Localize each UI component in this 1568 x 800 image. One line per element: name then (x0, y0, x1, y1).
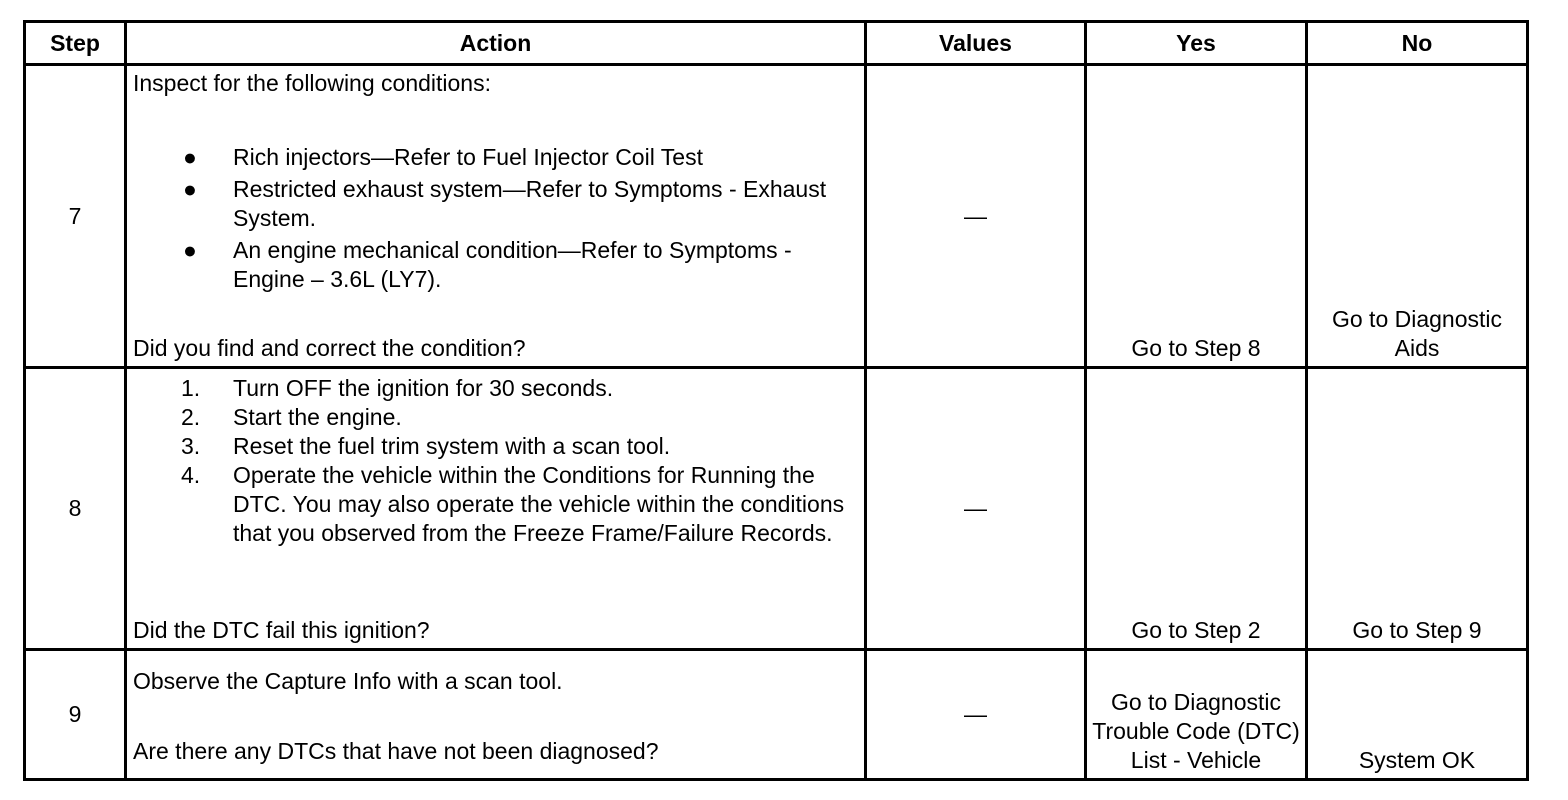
action-cell (126, 368, 866, 650)
list-item-text: An engine mechanical condition—Refer to Symptoms - Engine – 3.6L (LY7). (233, 237, 792, 292)
diagnostic-table (23, 20, 1529, 781)
table-row (25, 65, 1528, 368)
condition-list (133, 143, 858, 297)
no-cell: Go to Step 9 (1307, 368, 1528, 650)
list-item-text: Rich injectors—Refer to Fuel Injector Coil Test (233, 144, 703, 170)
list-item-text: Turn OFF the ignition for 30 seconds. (233, 375, 614, 401)
yes-cell: Go to Diagnostic Trouble Code (DTC) List - Vehicle (1086, 650, 1307, 780)
header-row (25, 22, 1528, 65)
action-cell (126, 650, 866, 780)
step-index: 3. (181, 433, 201, 459)
values-cell: — (866, 650, 1086, 780)
list-item-text: Restricted exhaust system—Refer to Symptoms - Exhaust System. (233, 176, 827, 231)
list-item (133, 236, 858, 294)
list-item (133, 374, 848, 403)
bullet-icon: ● (183, 144, 197, 170)
procedure-list (133, 374, 848, 548)
action-question: Are there any DTCs that have not been diagnosed? (133, 738, 659, 764)
header-step: Step (25, 22, 126, 65)
yes-cell: Go to Step 8 (1086, 65, 1307, 368)
action-cell (126, 65, 866, 368)
bullet-icon: ● (183, 237, 197, 263)
list-item (133, 143, 858, 172)
no-cell: System OK (1307, 650, 1528, 780)
bullet-icon: ● (183, 176, 197, 202)
no-cell: Go to Diagnostic Aids (1307, 65, 1528, 368)
header-yes: Yes (1086, 22, 1307, 65)
list-item (133, 461, 848, 548)
table-row (25, 368, 1528, 650)
values-cell: — (866, 368, 1086, 650)
list-item (133, 175, 858, 233)
step-number: 8 (25, 368, 126, 650)
step-number: 9 (25, 650, 126, 780)
step-number: 7 (25, 65, 126, 368)
header-action: Action (126, 22, 866, 65)
values-cell: — (866, 65, 1086, 368)
list-item (133, 403, 848, 432)
table-row (25, 650, 1528, 780)
action-intro: Inspect for the following conditions: (133, 70, 491, 96)
action-intro: Observe the Capture Info with a scan tool. (133, 668, 563, 694)
step-index: 1. (181, 375, 201, 401)
step-index: 2. (181, 404, 201, 430)
header-no: No (1307, 22, 1528, 65)
yes-cell: Go to Step 2 (1086, 368, 1307, 650)
list-item-text: Start the engine. (233, 404, 402, 430)
action-question: Did the DTC fail this ignition? (133, 617, 430, 643)
step-index: 4. (181, 462, 201, 488)
header-values: Values (866, 22, 1086, 65)
list-item (133, 432, 848, 461)
action-question: Did you find and correct the condition? (133, 335, 526, 361)
list-item-text: Reset the fuel trim system with a scan tool. (233, 433, 671, 459)
list-item-text: Operate the vehicle within the Conditions for Running the DTC. You may also operate the vehicle within the conditions that you observed from the Freeze Frame/Failure Records. (233, 462, 845, 546)
